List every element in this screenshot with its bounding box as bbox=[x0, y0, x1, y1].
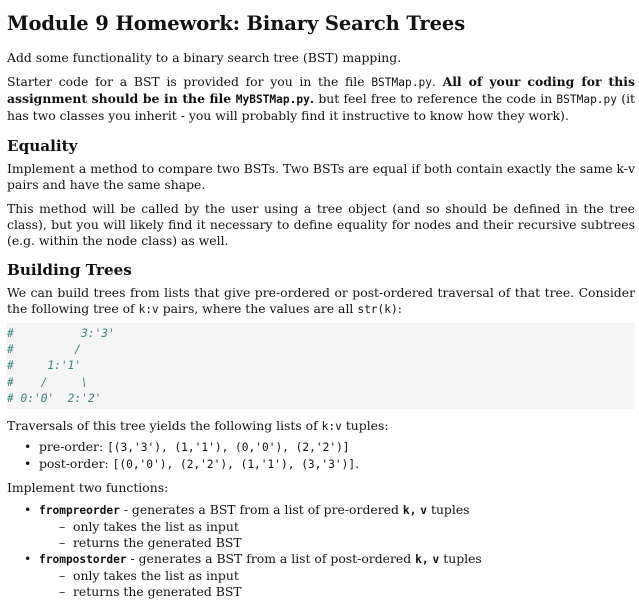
function-desc-3: tuples bbox=[439, 550, 482, 566]
equality-paragraph-1: Implement a method to compare two BSTs. Two BSTs are equal if both contain exactly the same k-v pairs and have the same shape. bbox=[7, 161, 635, 192]
function-name: frompostorder bbox=[39, 552, 127, 566]
starter-file-2: MyBSTMap.py bbox=[235, 93, 310, 106]
starter-file-3: BSTMap.py bbox=[556, 93, 618, 106]
building-paragraph bbox=[7, 285, 635, 318]
traversal-code-kv: k:v bbox=[321, 419, 342, 433]
list-item bbox=[20, 502, 635, 551]
function-code-v: v bbox=[420, 503, 428, 517]
function-sublist bbox=[39, 519, 635, 551]
starter-text-1: Starter code for a BST is provided for you in the file bbox=[7, 74, 372, 89]
traversal-paragraph bbox=[7, 418, 635, 435]
code-line bbox=[7, 326, 635, 342]
traversal-text-1: Traversals of this tree yields the following lists of bbox=[7, 417, 322, 433]
traversal-list bbox=[7, 439, 635, 473]
comment-hash: # bbox=[7, 391, 14, 405]
function-desc-1: - generates a BST from a list of pre-ordered bbox=[119, 501, 403, 517]
function-sublist bbox=[39, 568, 635, 600]
tree-code-block bbox=[7, 323, 635, 409]
building-code-kv: k:v bbox=[138, 303, 159, 316]
traversal-value: [(3,'3'), (1,'1'), (0,'0'), (2,'2')] bbox=[107, 440, 350, 454]
comment-text: 0:'0' 2:'2' bbox=[13, 391, 102, 405]
comment-hash: # bbox=[7, 343, 14, 357]
function-code-k: k, bbox=[402, 503, 417, 517]
traversal-end: . bbox=[355, 455, 360, 471]
building-text-2: pairs, where the values are all bbox=[158, 301, 358, 316]
starter-paragraph bbox=[7, 74, 635, 124]
comment-text: / bbox=[13, 343, 82, 357]
building-heading: Building Trees bbox=[7, 261, 132, 279]
comment-text: 1:'1' bbox=[13, 359, 82, 373]
function-list bbox=[7, 502, 635, 600]
list-item bbox=[20, 551, 635, 600]
starter-bold-2: . bbox=[309, 91, 315, 106]
traversal-value: [(0,'0'), (2,'2'), (1,'1'), (3,'3')] bbox=[112, 457, 356, 471]
code-line bbox=[7, 391, 635, 407]
function-code-k: k, bbox=[415, 552, 429, 566]
function-code-v: v bbox=[432, 552, 440, 566]
code-line bbox=[7, 375, 635, 391]
comment-text: 3:'3' bbox=[13, 327, 115, 340]
starter-text-4: (it has two classes you inherit - you will probably find it instructive to know how they work). bbox=[7, 91, 636, 123]
code-line bbox=[7, 358, 635, 374]
list-item bbox=[20, 439, 635, 456]
list-item: – returns the generated BST bbox=[59, 535, 635, 551]
equality-paragraph-2: This method will be called by the user using a tree object (and so should be defined in the tree class), but you will likely find it necessary to define equality for nodes and their recursive subtrees (e.g. within the node class) as well. bbox=[7, 201, 635, 248]
function-name: frompreorder bbox=[39, 503, 120, 517]
function-desc-1: - generates a BST from a list of post-ordered bbox=[126, 550, 416, 566]
building-code-strk: str(k) bbox=[357, 303, 398, 316]
intro-paragraph: Add some functionality to a binary search tree (BST) mapping. bbox=[7, 50, 402, 65]
traversal-text-2: tuples: bbox=[341, 417, 389, 433]
traversal-label: pre-order: bbox=[39, 438, 108, 454]
building-text-3: : bbox=[397, 301, 402, 316]
traversal-label: post-order: bbox=[39, 455, 113, 471]
function-desc-3: tuples bbox=[427, 501, 470, 517]
starter-bold-1: All of your coding for this assignment should be in the file bbox=[7, 74, 635, 106]
equality-heading: Equality bbox=[7, 137, 78, 155]
implement-paragraph: Implement two functions: bbox=[7, 479, 169, 495]
starter-text-3: but feel free to reference the code in bbox=[314, 91, 557, 106]
code-line bbox=[7, 342, 635, 358]
list-item: – only takes the list as input bbox=[59, 568, 635, 584]
comment-text: / \ bbox=[13, 375, 88, 389]
comment-hash: # bbox=[7, 327, 14, 340]
list-item: – returns the generated BST bbox=[59, 584, 635, 600]
page-title: Module 9 Homework: Binary Search Trees bbox=[7, 12, 466, 35]
comment-hash: # bbox=[7, 375, 14, 389]
starter-file-1: BSTMap.py bbox=[371, 76, 432, 89]
building-text-1: We can build trees from lists that give pre-ordered or post-ordered traversal of that tree. Consider the following tree of bbox=[7, 285, 635, 316]
comment-hash: # bbox=[7, 359, 14, 373]
list-item: – only takes the list as input bbox=[59, 519, 635, 535]
list-item bbox=[20, 456, 635, 473]
starter-text-2: . bbox=[431, 74, 443, 89]
